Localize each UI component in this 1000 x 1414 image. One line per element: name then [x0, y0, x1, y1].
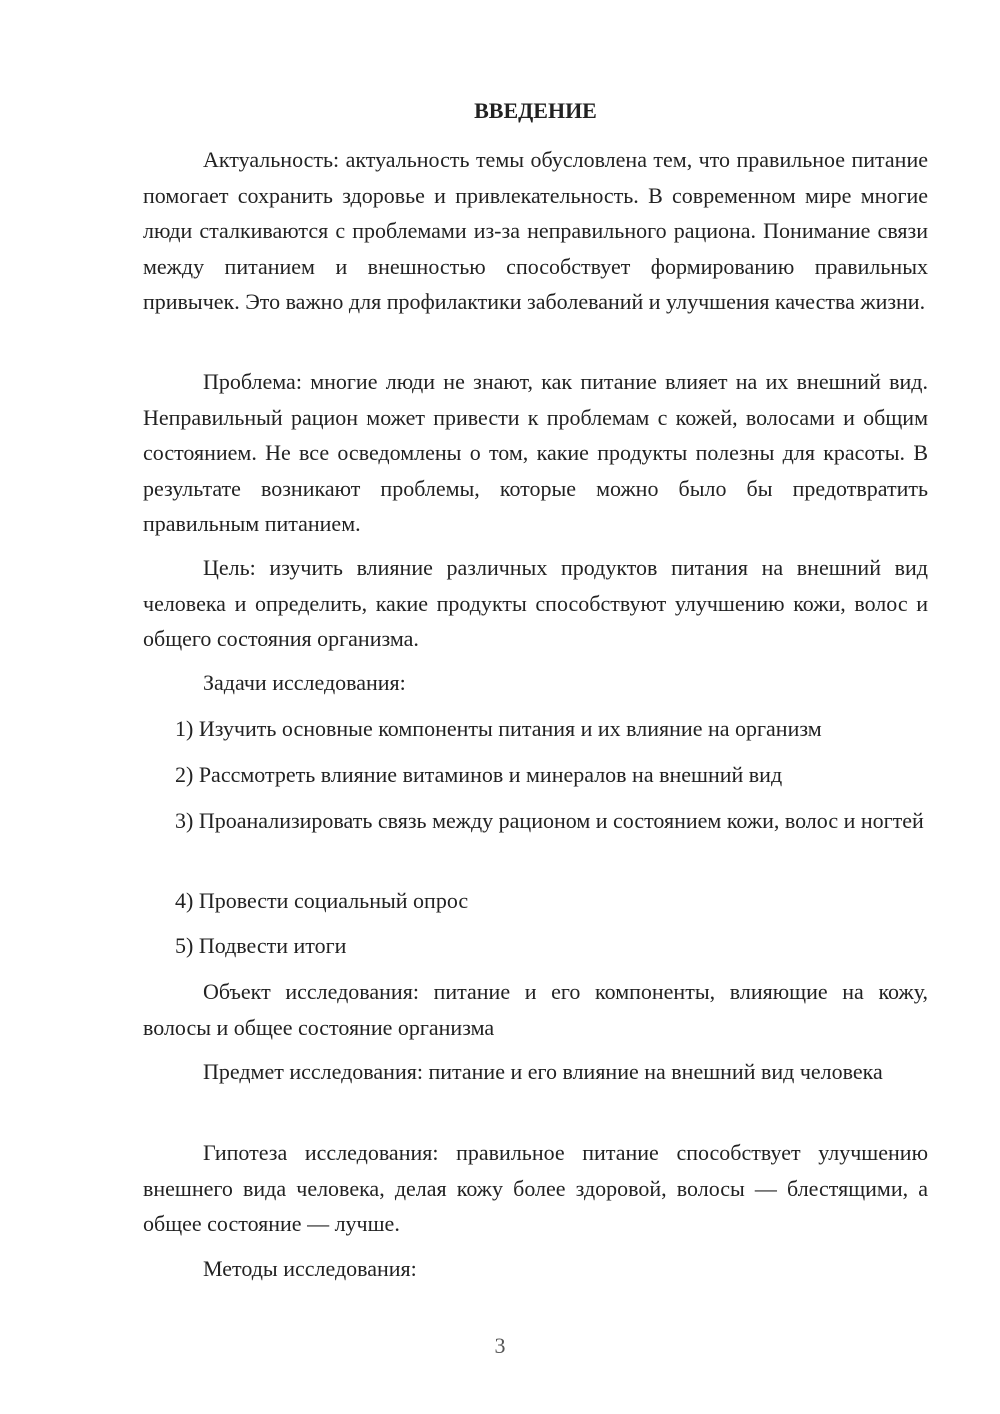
task-item-4: 4) Провести социальный опрос	[175, 888, 469, 913]
problem-paragraph: Проблема: многие люди не знают, как питание влияет на их внешний вид. Неправильный рацион может привести к проблемам с кожей, волосами и общим состоянием. Не все осведомлены о том, какие продукты полезны для красоты. В результате возникают проблемы, которые можно было бы предотвратить правильным питанием.	[143, 369, 928, 536]
task-item-2: 2) Рассмотреть влияние витаминов и минералов на внешний вид	[175, 762, 783, 787]
methods-heading: Методы исследования:	[203, 1256, 417, 1281]
page-title: ВВЕДЕНИЕ	[474, 98, 597, 123]
relevance-paragraph: Актуальность: актуальность темы обусловлена тем, что правильное питание помогает сохранить здоровье и привлекательность. В современном мире многие люди сталкиваются с проблемами из-за неправильного рациона. Понимание связи между питанием и внешностью способствует формированию правильных привычек. Это важно для профилактики заболеваний и улучшения качества жизни.	[143, 147, 928, 314]
task-item-1: 1) Изучить основные компоненты питания и их влияние на организм	[175, 716, 822, 741]
task-item-5: 5) Подвести итоги	[175, 933, 347, 958]
subject-paragraph: Предмет исследования: питание и его влияние на внешний вид человека	[203, 1059, 883, 1084]
tasks-heading: Задачи исследования:	[203, 670, 406, 695]
hypothesis-paragraph: Гипотеза исследования: правильное питание способствует улучшению внешнего вида человека, делая кожу более здоровой, волосы — блестящими, а общее состояние — лучше.	[143, 1140, 928, 1236]
task-item-3: 3) Проанализировать связь между рационом и состоянием кожи, волос и ногтей	[175, 808, 924, 833]
page-number: 3	[494, 1333, 506, 1358]
object-paragraph: Объект исследования: питание и его компоненты, влияющие на кожу, волосы и общее состояние организма	[143, 979, 928, 1040]
goal-paragraph: Цель: изучить влияние различных продуктов питания на внешний вид человека и определить, какие продукты способствуют улучшению кожи, волос и общего состояния организма.	[143, 555, 928, 651]
